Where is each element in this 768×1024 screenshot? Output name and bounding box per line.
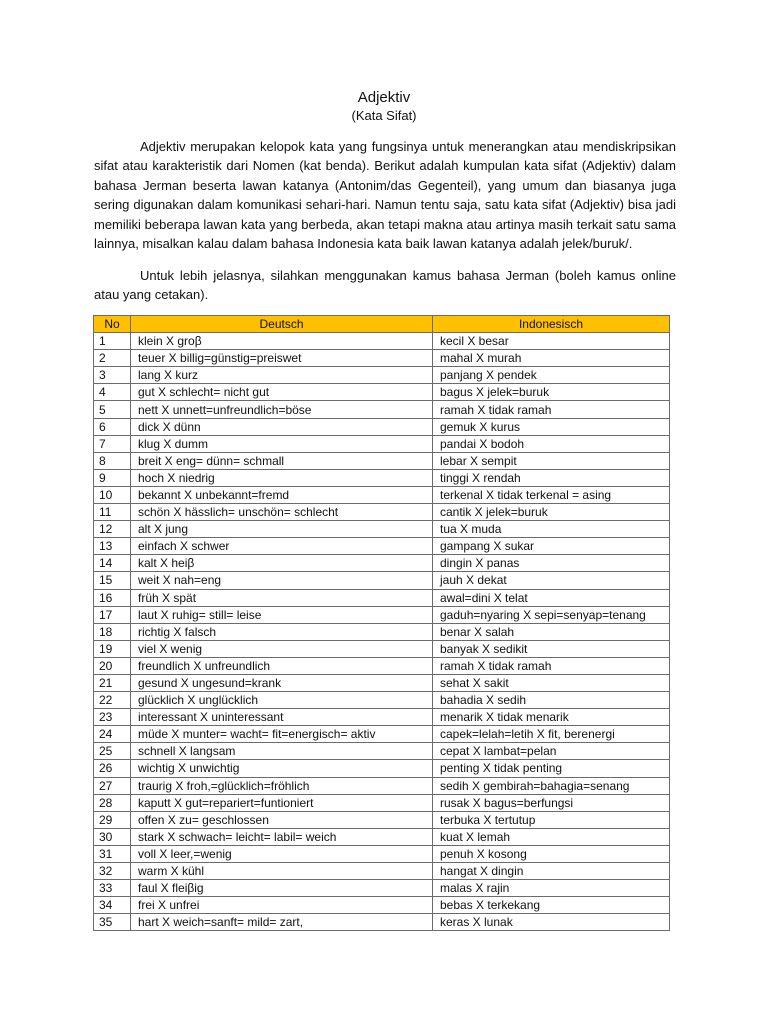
document-title: Adjektiv [357,89,411,106]
deutsch-cell: breit X eng= dünn= schmall [131,452,433,469]
indonesisch-cell: penting X tidak penting [433,760,670,777]
indonesisch-cell: penuh X kosong [433,845,670,862]
row-number: 13 [94,538,131,555]
header-no: No [94,316,131,333]
table-row [94,486,670,503]
table-row [94,760,670,777]
indonesisch-cell: menarik X tidak menarik [433,709,670,726]
table-row [94,504,670,521]
indonesisch-cell: tua X muda [433,521,670,538]
table-row [94,384,670,401]
deutsch-cell: stark X schwach= leicht= labil= weich [131,828,433,845]
deutsch-cell: teuer X billig=günstig=preiswet [131,350,433,367]
indonesisch-cell: bagus X jelek=buruk [433,384,670,401]
row-number: 3 [94,367,131,384]
indonesisch-cell: panjang X pendek [433,367,670,384]
indonesisch-cell: banyak X sedikit [433,640,670,657]
table-row [94,521,670,538]
deutsch-cell: bekannt X unbekannt=fremd [131,486,433,503]
deutsch-cell: hoch X niedrig [131,469,433,486]
indonesisch-cell: mahal X murah [433,350,670,367]
row-number: 19 [94,640,131,657]
row-number: 14 [94,555,131,572]
deutsch-cell: schön X hässlich= unschön= schlecht [131,504,433,521]
row-number: 11 [94,504,131,521]
deutsch-cell: gesund X ungesund=krank [131,674,433,691]
deutsch-cell: schnell X langsam [131,743,433,760]
row-number: 7 [94,435,131,452]
row-number: 24 [94,726,131,743]
row-number: 4 [94,384,131,401]
indonesisch-cell: sedih X gembirah=bahagia=senang [433,777,670,794]
deutsch-cell: frei X unfrei [131,897,433,914]
row-number: 27 [94,777,131,794]
table-row [94,863,670,880]
row-number: 12 [94,521,131,538]
indonesisch-cell: cantik X jelek=buruk [433,504,670,521]
indonesisch-cell: gemuk X kurus [433,418,670,435]
indonesisch-cell: capek=lelah=letih X fit, berenergi [433,726,670,743]
dictionary-note-paragraph: Untuk lebih jelasnya, silahkan menggunakan kamus bahasa Jerman (boleh kamus online atau yang cetakan). [94,268,676,303]
indonesisch-cell: sehat X sakit [433,674,670,691]
table-row [94,811,670,828]
header-indonesisch: Indonesisch [433,316,670,333]
row-number: 1 [94,333,131,350]
intro-paragraph: Adjektiv merupakan kelopok kata yang fungsinya untuk menerangkan atau mendiskripsikan sifat atau karakteristik dari Nomen (kat benda). Berikut adalah kumpulan kata sifat (Adjektiv) dalam bahasa Jerman beserta lawan katanya (Antonim/das Gegenteil), yang umum dan biasanya juga sering digunakan dalam komunikasi sehari-hari. Namun tentu saja, satu kata sifat (Adjektiv) bisa jadi memiliki beberapa lawan kata yang berbeda, akan tetapi makna atau artinya masih terkait satu sama lainnya, misalkan kalau dalam bahasa Indonesia kata baik lawan katanya adalah jelek/buruk/. [94,139,676,252]
table-body [94,333,670,931]
indonesisch-cell: terbuka X tertutup [433,811,670,828]
indonesisch-cell: gaduh=nyaring X sepi=senyap=tenang [433,606,670,623]
table-row [94,435,670,452]
table-row [94,623,670,640]
table-header-row [94,316,670,333]
table-row [94,572,670,589]
deutsch-cell: gut X schlecht= nicht gut [131,384,433,401]
deutsch-cell: kalt X heiβ [131,555,433,572]
indonesisch-cell: dingin X panas [433,555,670,572]
deutsch-cell: dick X dünn [131,418,433,435]
table-row [94,350,670,367]
deutsch-cell: nett X unnett=unfreundlich=böse [131,401,433,418]
table-row [94,777,670,794]
table-row [94,674,670,691]
deutsch-cell: laut X ruhig= still= leise [131,606,433,623]
table-row [94,538,670,555]
indonesisch-cell: lebar X sempit [433,452,670,469]
row-number: 23 [94,709,131,726]
adjective-antonym-table [93,315,670,931]
row-number: 34 [94,897,131,914]
deutsch-cell: wichtig X unwichtig [131,760,433,777]
row-number: 16 [94,589,131,606]
deutsch-cell: kaputt X gut=repariert=funtioniert [131,794,433,811]
indonesisch-cell: jauh X dekat [433,572,670,589]
row-number: 31 [94,845,131,862]
table-row [94,845,670,862]
indonesisch-cell: ramah X tidak ramah [433,657,670,674]
header-deutsch: Deutsch [131,316,433,333]
row-number: 30 [94,828,131,845]
row-number: 17 [94,606,131,623]
table-row [94,640,670,657]
table-row [94,452,670,469]
deutsch-cell: müde X munter= wacht= fit=energisch= aktiv [131,726,433,743]
table-row [94,333,670,350]
deutsch-cell: klein X groβ [131,333,433,350]
deutsch-cell: weit X nah=eng [131,572,433,589]
table-row [94,589,670,606]
table-row [94,897,670,914]
table-row [94,401,670,418]
indonesisch-cell: tinggi X rendah [433,469,670,486]
indonesisch-cell: pandai X bodoh [433,435,670,452]
indonesisch-cell: benar X salah [433,623,670,640]
row-number: 15 [94,572,131,589]
indonesisch-cell: cepat X lambat=pelan [433,743,670,760]
row-number: 6 [94,418,131,435]
row-number: 26 [94,760,131,777]
table-row [94,709,670,726]
deutsch-cell: traurig X froh,=glücklich=fröhlich [131,777,433,794]
table-row [94,692,670,709]
deutsch-cell: lang X kurz [131,367,433,384]
deutsch-cell: klug X dumm [131,435,433,452]
row-number: 28 [94,794,131,811]
deutsch-cell: viel X wenig [131,640,433,657]
row-number: 18 [94,623,131,640]
deutsch-cell: früh X spät [131,589,433,606]
table-row [94,914,670,931]
deutsch-cell: freundlich X unfreundlich [131,657,433,674]
row-number: 25 [94,743,131,760]
row-number: 21 [94,674,131,691]
deutsch-cell: hart X weich=sanft= mild= zart, [131,914,433,931]
row-number: 35 [94,914,131,931]
row-number: 5 [94,401,131,418]
deutsch-cell: interessant X uninteressant [131,709,433,726]
table-row [94,794,670,811]
indonesisch-cell: gampang X sukar [433,538,670,555]
deutsch-cell: alt X jung [131,521,433,538]
row-number: 20 [94,657,131,674]
indonesisch-cell: awal=dini X telat [433,589,670,606]
table-row [94,367,670,384]
table-row [94,743,670,760]
deutsch-cell: faul X fleiβig [131,880,433,897]
row-number: 22 [94,692,131,709]
table-row [94,726,670,743]
deutsch-cell: richtig X falsch [131,623,433,640]
indonesisch-cell: terkenal X tidak terkenal = asing [433,486,670,503]
table-row [94,657,670,674]
indonesisch-cell: hangat X dingin [433,863,670,880]
table-row [94,828,670,845]
row-number: 10 [94,486,131,503]
table-row [94,418,670,435]
deutsch-cell: offen X zu= geschlossen [131,811,433,828]
deutsch-cell: einfach X schwer [131,538,433,555]
indonesisch-cell: bahadia X sedih [433,692,670,709]
row-number: 2 [94,350,131,367]
row-number: 32 [94,863,131,880]
indonesisch-cell: keras X lunak [433,914,670,931]
table-row [94,606,670,623]
deutsch-cell: voll X leer,=wenig [131,845,433,862]
table-row [94,555,670,572]
deutsch-cell: glücklich X unglücklich [131,692,433,709]
indonesisch-cell: kecil X besar [433,333,670,350]
row-number: 9 [94,469,131,486]
table-row [94,880,670,897]
table-row [94,469,670,486]
row-number: 33 [94,880,131,897]
document-subtitle: (Kata Sifat) [351,108,417,123]
deutsch-cell: warm X kühl [131,863,433,880]
indonesisch-cell: kuat X lemah [433,828,670,845]
indonesisch-cell: rusak X bagus=berfungsi [433,794,670,811]
indonesisch-cell: malas X rajin [433,880,670,897]
indonesisch-cell: bebas X terkekang [433,897,670,914]
row-number: 29 [94,811,131,828]
row-number: 8 [94,452,131,469]
indonesisch-cell: ramah X tidak ramah [433,401,670,418]
